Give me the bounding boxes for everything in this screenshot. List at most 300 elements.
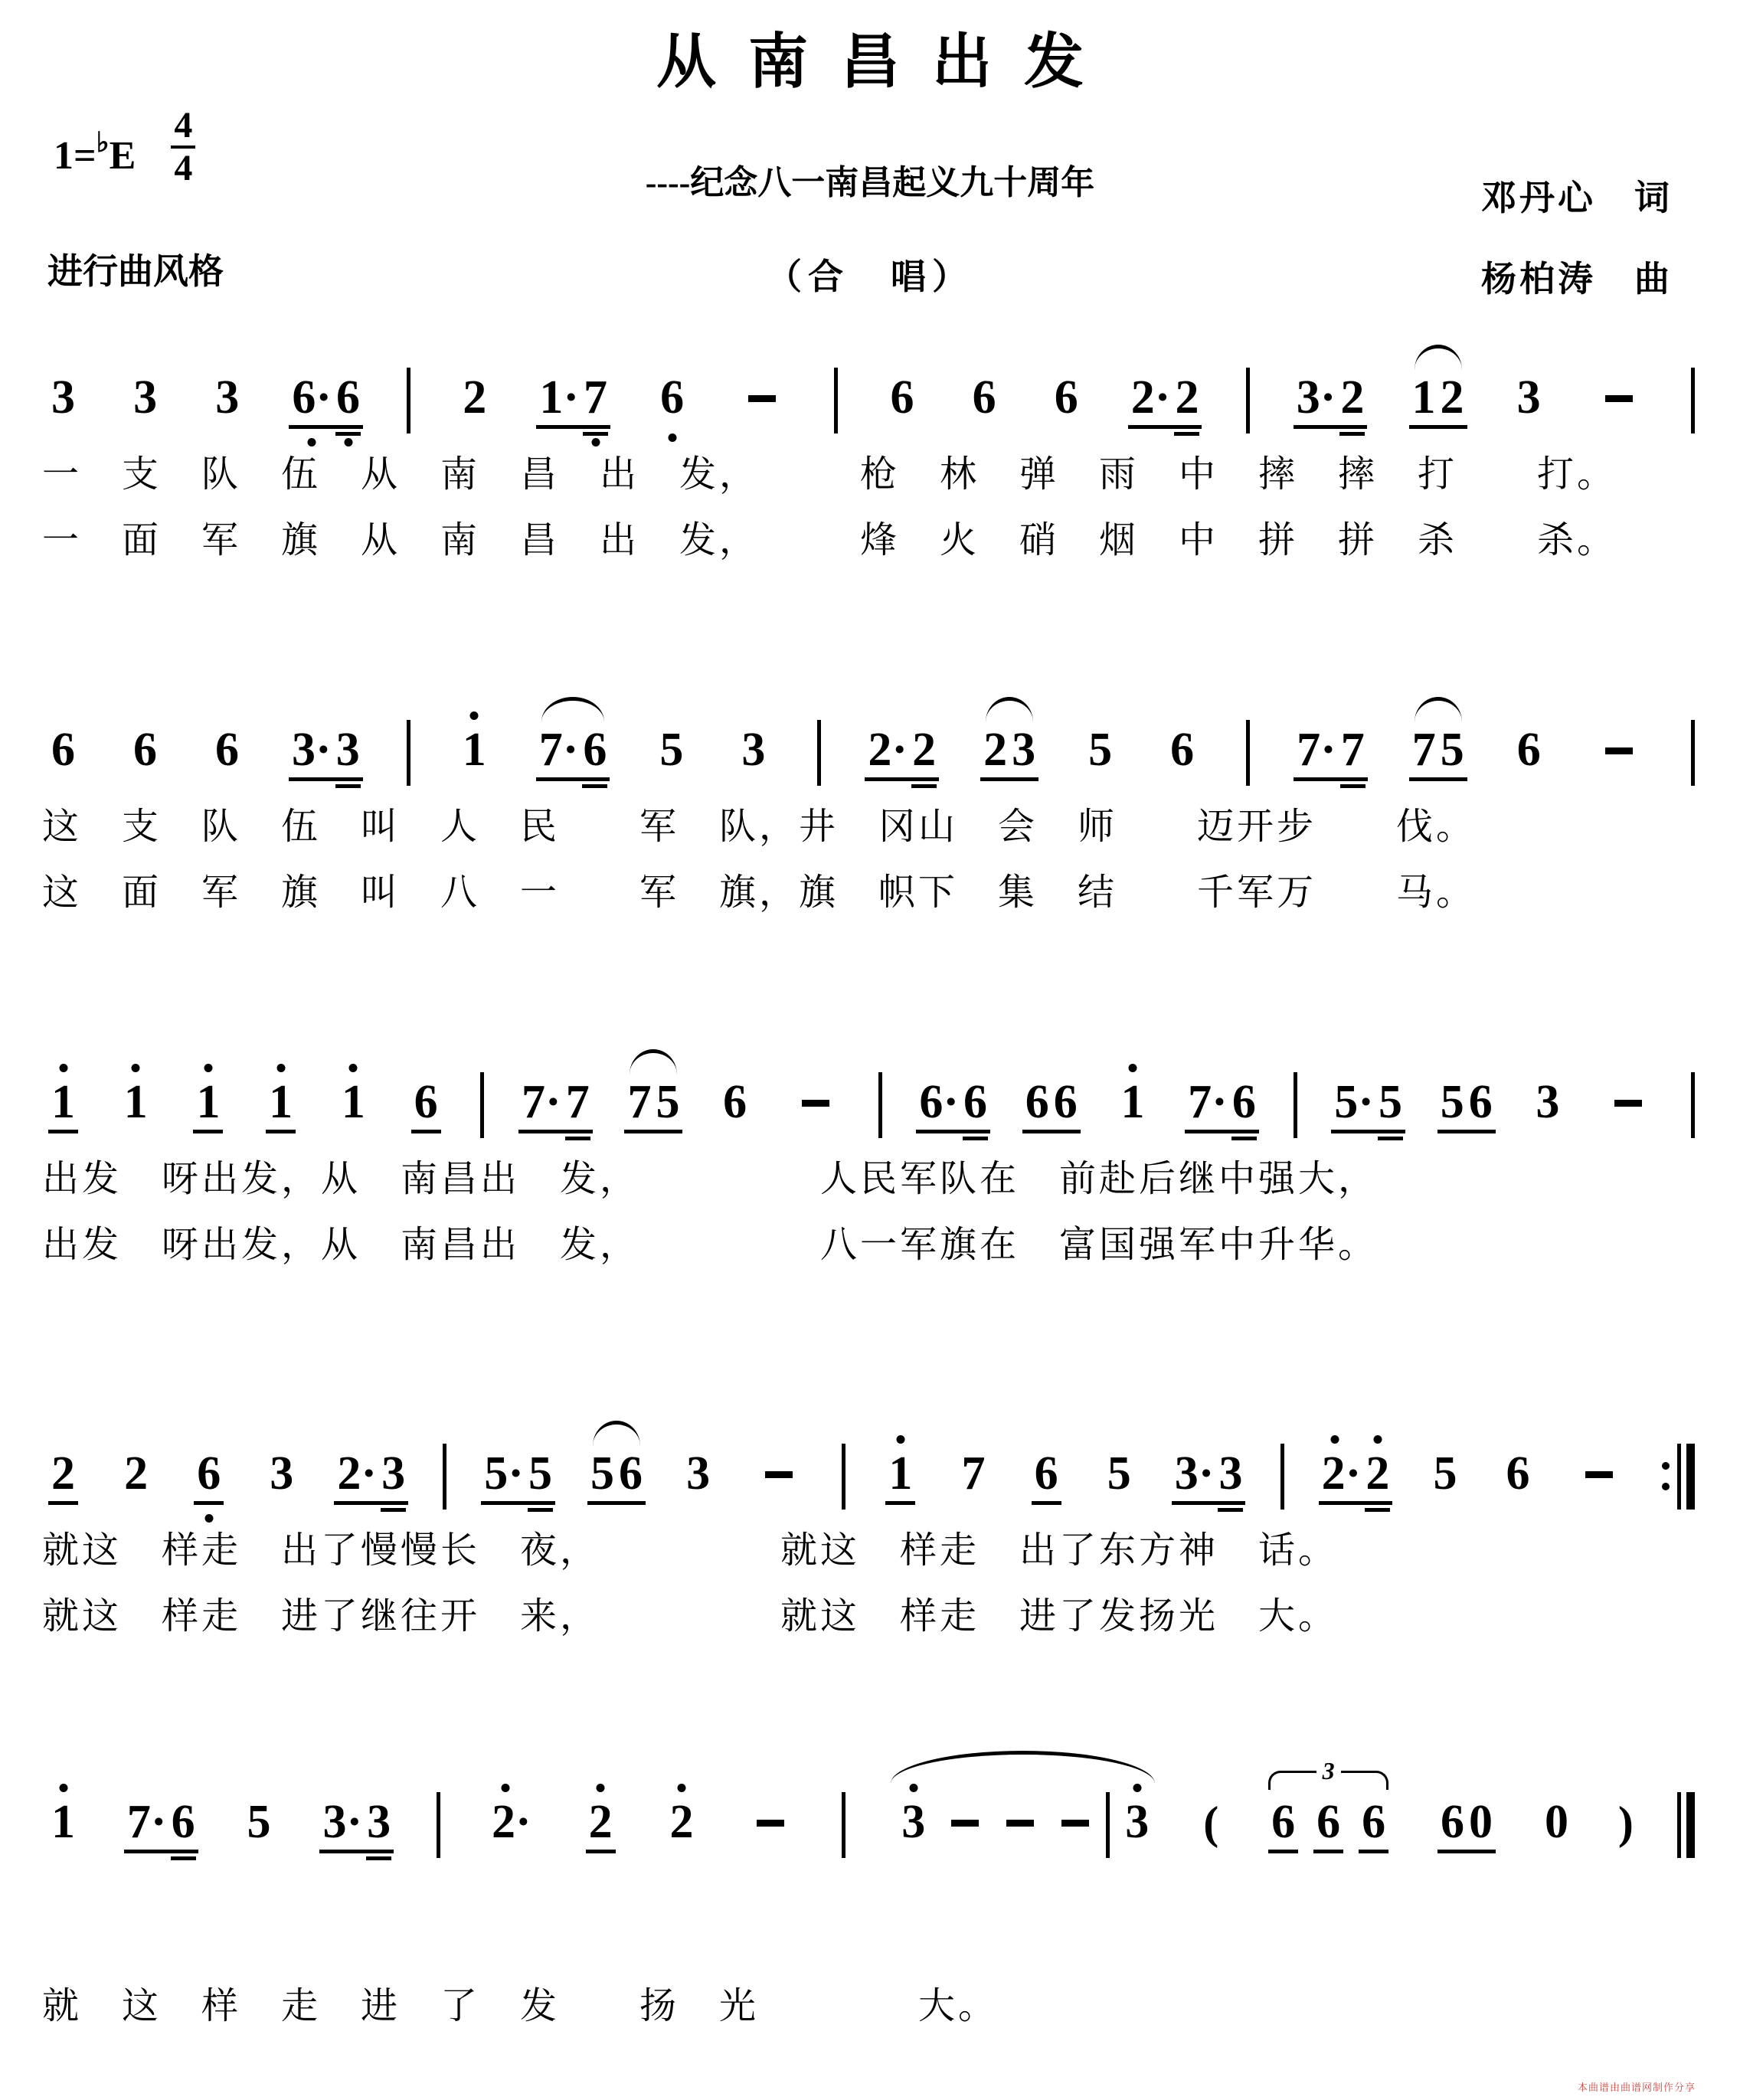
underline: [536, 777, 582, 781]
slur-group: [888, 1792, 1163, 1846]
notation-line-1: [0, 335, 1740, 424]
underline: [1359, 1850, 1388, 1853]
double-underline: [335, 432, 361, 436]
repeat-dots: [1662, 1462, 1670, 1490]
note: [336, 371, 361, 424]
barline: [1691, 1072, 1695, 1138]
note-digit: 3: [215, 371, 240, 424]
note: [124, 1447, 149, 1500]
octave-dot-above: [470, 711, 479, 720]
composer-credit: 杨柏涛 曲: [1481, 260, 1673, 299]
note: [1506, 1447, 1530, 1500]
duration-dash: [1585, 1471, 1613, 1478]
lyricist-credit: 邓丹心 词: [1481, 178, 1673, 218]
note-digit: 3: [51, 371, 75, 424]
underline: [652, 1130, 682, 1133]
underline: [1268, 1850, 1298, 1853]
double-underline: [366, 1856, 391, 1860]
note: [890, 371, 914, 424]
note-digit: 7: [627, 1076, 652, 1128]
note: [269, 1078, 293, 1126]
double-underline: [1340, 784, 1366, 788]
note: [51, 1447, 75, 1500]
note-digit: 7·: [538, 724, 579, 776]
watermark: 本曲谱由曲谱网制作分享: [1577, 2082, 1696, 2093]
note: [1125, 1798, 1149, 1846]
note-digit: 5·: [484, 1447, 524, 1500]
system-5: [0, 1757, 1740, 2026]
underline: [1409, 425, 1439, 429]
note: [51, 726, 75, 774]
note: [1536, 1078, 1559, 1126]
note-digit: 6: [619, 1447, 643, 1500]
note: [1341, 726, 1365, 774]
note: [1188, 1078, 1228, 1126]
barline: [480, 1072, 484, 1138]
note: [583, 726, 607, 774]
slur-group: [1408, 726, 1468, 774]
octave-dot-below: [308, 438, 316, 446]
key-note: E: [109, 134, 136, 178]
note-digit: 3·: [1174, 1447, 1215, 1500]
beam-group: [123, 1798, 199, 1846]
note-digit: 2: [124, 1447, 149, 1500]
note-digit: 2·: [491, 1796, 531, 1848]
beam-group: [1022, 1078, 1081, 1126]
note: [215, 726, 239, 774]
note: [124, 1078, 148, 1126]
note-digit: 1: [462, 724, 486, 776]
note: [1469, 1078, 1493, 1126]
octave-dot-above: [1373, 1435, 1382, 1444]
underline: [1409, 777, 1439, 781]
note: [1130, 371, 1171, 424]
underline: [916, 1130, 962, 1133]
note: [589, 1798, 613, 1846]
note-digit: 2: [51, 1447, 75, 1500]
note-digit: 1: [51, 1076, 75, 1128]
duration-dash: [802, 1100, 829, 1107]
note: [247, 1798, 271, 1846]
note-digit: 6: [1271, 1796, 1296, 1848]
note-digit: 1: [51, 1796, 75, 1848]
note: [590, 1447, 615, 1500]
note-digit: 5: [1440, 1076, 1464, 1128]
underline: [1172, 1501, 1218, 1505]
note-digit: 3: [335, 724, 360, 776]
note: [1516, 371, 1541, 424]
subtitle: ----纪念八一南昌起义九十周年: [645, 164, 1095, 201]
note: [1232, 1078, 1256, 1126]
note: [1218, 1447, 1243, 1500]
note-digit: 2: [1175, 371, 1199, 424]
underline: [1313, 1850, 1343, 1853]
double-underline: [963, 1137, 988, 1140]
lyrics-line: 一 支 队 伍 从 南 昌 出 发， 枪 林 弹 雨 中 摔 摔 打 打。: [42, 454, 1617, 495]
double-underline: [911, 784, 937, 788]
duration-dash: [1006, 1820, 1034, 1827]
double-underline: [582, 784, 607, 788]
note: [723, 1078, 747, 1126]
note-digit: 2: [588, 1796, 613, 1848]
note-digit: 6: [723, 1076, 747, 1128]
underline: [333, 777, 363, 781]
beam-group: [1293, 371, 1369, 424]
duration-dash: [1605, 747, 1633, 754]
note-digit: 6: [215, 724, 239, 776]
note-digit: 2: [1340, 371, 1365, 424]
lyrics-line: 一 面 军 旗 从 南 昌 出 发， 烽 火 硝 烟 中 拼 拼 杀 杀。: [42, 520, 1617, 561]
note: [1362, 1798, 1385, 1846]
underline: [624, 1130, 654, 1133]
underline: [333, 425, 363, 429]
barline: [443, 1444, 446, 1510]
octave-dot-above: [1128, 1064, 1137, 1072]
note: [381, 1447, 406, 1500]
note-digit: 7·: [1188, 1076, 1228, 1128]
note-digit: 5: [1440, 724, 1464, 776]
underline: [289, 425, 335, 429]
note: [963, 1078, 987, 1126]
note: [1297, 726, 1336, 774]
note: [1120, 1078, 1144, 1126]
octave-dot-below: [591, 438, 600, 446]
song-title: 从南昌出发: [656, 28, 1116, 95]
beam-group: [1293, 726, 1369, 774]
barline: [834, 368, 838, 433]
note-digit: 5: [1433, 1447, 1457, 1500]
note-digit: 5: [1088, 724, 1113, 776]
note-digit: 1: [269, 1076, 293, 1128]
note-digit: 6: [1053, 1076, 1078, 1128]
barline: [437, 1792, 440, 1858]
time-signature-denominator: 4: [171, 146, 195, 187]
note: [197, 1447, 221, 1500]
octave-dot-above: [1133, 1784, 1141, 1792]
note-digit: 7·: [126, 1796, 167, 1848]
barline: [1691, 368, 1695, 433]
octave-dot-below: [668, 433, 676, 442]
beam-group: [480, 1447, 556, 1500]
note: [659, 726, 683, 774]
octave-dot-above: [132, 1064, 140, 1072]
note: [972, 371, 996, 424]
note: [888, 1447, 913, 1500]
lyrics-line: 出发 呀出发，从 南昌出 发， 八一军旗在 富国强军中升华。: [42, 1225, 1379, 1265]
note: [566, 1078, 590, 1126]
beam-group: [288, 371, 364, 424]
note-digit: 3·: [292, 724, 332, 776]
note-digit: 6: [414, 1076, 438, 1128]
note: [919, 1078, 959, 1126]
note: [1316, 1798, 1340, 1846]
note-digit: 1: [196, 1076, 221, 1128]
notation-line-2: [0, 688, 1740, 774]
note: [522, 1078, 561, 1126]
underline: [1375, 1130, 1405, 1133]
octave-dot-below: [344, 438, 352, 446]
note: [1271, 1798, 1295, 1846]
note-digit: 6: [171, 1796, 195, 1848]
note: [414, 1078, 438, 1126]
octave-dot-above: [909, 1784, 917, 1792]
note: [492, 1798, 531, 1846]
beam-group: [915, 1078, 991, 1126]
underline: [1466, 1130, 1496, 1133]
double-underline: [528, 1508, 553, 1512]
note: [1441, 726, 1464, 774]
underline: [960, 1130, 990, 1133]
note-digit: 2·: [337, 1447, 378, 1500]
underline: [193, 1130, 223, 1133]
note-digit: 3·: [1296, 371, 1336, 424]
note-digit: 0: [1544, 1796, 1568, 1848]
underline: [1215, 1501, 1245, 1505]
note-digit: 7·: [522, 1076, 561, 1128]
lyrics-line: 就这 样走 出了慢慢长 夜， 就这 样走 出了东方神 话。: [42, 1530, 1339, 1571]
note-digit: 6·: [292, 371, 332, 424]
note-digit: 2: [983, 724, 1008, 776]
octave-dot-above: [204, 1064, 212, 1072]
barline: [842, 1444, 845, 1510]
beam-group: [1127, 371, 1203, 424]
note-digit: 6: [336, 371, 361, 424]
underline: [481, 1501, 527, 1505]
note-digit: 5: [659, 724, 684, 776]
note: [1175, 371, 1199, 424]
note: [656, 1078, 679, 1126]
note-digit: 5: [590, 1447, 615, 1500]
slur-group: [980, 726, 1039, 774]
octave-dot-above: [59, 1784, 67, 1792]
beam-group: [1171, 1447, 1247, 1500]
note-digit: 1: [341, 1076, 365, 1128]
slur-group: [535, 726, 611, 774]
note: [1433, 1447, 1457, 1500]
underline: [124, 1850, 170, 1853]
octave-dot-above: [1331, 1435, 1339, 1444]
lyrics-line: 出发 呀出发，从 南昌出 发， 人民军队在 前赴后继中强大，: [42, 1159, 1379, 1199]
lyrics-line: 这 支 队 伍 叫 人 民 军 队，井 冈山 会 师 迈开步 伐。: [42, 806, 1477, 847]
note: [367, 1798, 391, 1846]
note-digit: 2: [1440, 371, 1464, 424]
note-digit: 6: [890, 371, 914, 424]
duration-dash: [1061, 1820, 1089, 1827]
system-3: [0, 1040, 1740, 1264]
lyrics-line: 这 面 军 旗 叫 八 一 军 旗，旗 帜下 集 结 千军万 马。: [42, 872, 1477, 913]
underline: [378, 1501, 408, 1505]
note-digit: 3: [1125, 1796, 1150, 1848]
note: [292, 371, 332, 424]
note: [961, 1447, 986, 1500]
note-digit: 6: [1025, 1076, 1049, 1128]
barline: [878, 1072, 882, 1138]
note: [133, 726, 157, 774]
barline: [817, 720, 821, 786]
underline: [885, 1501, 915, 1505]
repeat-barline: [1662, 1444, 1695, 1510]
octave-dot-above: [896, 1435, 904, 1444]
underline: [319, 1850, 365, 1853]
underline: [865, 777, 911, 781]
note: [127, 1798, 167, 1846]
note-digit: 5: [656, 1076, 680, 1128]
time-signature-numerator: 4: [174, 105, 193, 146]
slur-group: [623, 1078, 683, 1126]
underline: [1229, 1130, 1259, 1133]
note: [1107, 1447, 1131, 1500]
note: [172, 1798, 195, 1846]
barline: [407, 368, 410, 433]
note: [1545, 1798, 1568, 1846]
underline: [563, 1130, 593, 1133]
notation-line-3: [0, 1040, 1740, 1126]
underline: [1466, 1850, 1496, 1853]
note-digit: 3: [901, 1796, 926, 1848]
note: [196, 1078, 220, 1126]
note-digit: 3: [1218, 1447, 1243, 1500]
parenthesis: ): [1617, 1797, 1634, 1848]
note: [337, 1447, 378, 1500]
system-1: [0, 335, 1740, 559]
note: [1025, 1078, 1049, 1126]
note: [1034, 1447, 1058, 1500]
barline: [1246, 720, 1250, 786]
underline: [1337, 425, 1367, 429]
underline: [48, 1501, 78, 1505]
tuplet-group: [1259, 1757, 1398, 1848]
underline: [580, 777, 610, 781]
note: [539, 371, 580, 424]
underline: [1331, 1130, 1377, 1133]
note: [1054, 371, 1078, 424]
underline: [525, 1501, 555, 1505]
notation-line-4: [0, 1411, 1740, 1500]
note: [912, 726, 936, 774]
note: [1441, 1798, 1464, 1846]
note: [1411, 371, 1436, 424]
note: [1054, 1078, 1078, 1126]
note-digit: 5·: [1334, 1076, 1374, 1128]
underline: [1437, 1850, 1467, 1853]
duration-dash: [748, 395, 776, 402]
note: [51, 371, 75, 424]
underline: [1362, 1501, 1392, 1505]
double-underline: [583, 432, 608, 436]
note-digit: 5: [528, 1447, 552, 1500]
note: [1412, 726, 1436, 774]
underline: [1294, 425, 1339, 429]
underline: [518, 1130, 564, 1133]
underline: [587, 1501, 617, 1505]
notation-line-5: [0, 1757, 1740, 1848]
note-digit: 2: [669, 1796, 694, 1848]
beam-group: [535, 371, 611, 424]
note: [322, 1798, 362, 1846]
note: [868, 726, 908, 774]
barline: [1294, 1072, 1297, 1138]
note-digit: 1: [888, 1447, 913, 1500]
underline: [1437, 425, 1467, 429]
note-digit: 6: [1468, 1076, 1493, 1128]
double-underline: [1378, 1137, 1403, 1140]
barline: [1280, 1444, 1284, 1510]
note: [1296, 371, 1336, 424]
note-digit: 5: [1107, 1447, 1131, 1500]
note-digit: 6: [1362, 1796, 1386, 1848]
underline: [1051, 1130, 1081, 1133]
underline: [289, 777, 335, 781]
parenthesis: (: [1203, 1797, 1219, 1848]
barline: [1246, 368, 1250, 433]
octave-dot-above: [501, 1784, 509, 1792]
note: [670, 1798, 694, 1846]
note: [901, 1798, 925, 1846]
note-digit: 3: [133, 371, 158, 424]
note: [133, 371, 158, 424]
note: [215, 371, 240, 424]
underline: [411, 1130, 441, 1133]
note-digit: 2·: [1130, 371, 1171, 424]
note-digit: 3: [741, 724, 766, 776]
beam-group: [1437, 1798, 1496, 1846]
note-digit: 6: [972, 371, 996, 424]
performance-type: （合 唱）: [767, 257, 973, 296]
underline: [581, 425, 610, 429]
lyrics-line: 就这 样走 进了继往开 来， 就这 样走 进了发扬光 大。: [42, 1596, 1339, 1637]
note: [539, 726, 579, 774]
note-digit: 1·: [539, 371, 580, 424]
note-digit: 7: [565, 1076, 590, 1128]
note: [484, 1447, 524, 1500]
note-digit: 7: [1411, 724, 1436, 776]
note: [51, 1798, 75, 1846]
beam-group: [1184, 1078, 1260, 1126]
note-digit: 6: [1316, 1796, 1341, 1848]
note-digit: 6: [660, 371, 685, 424]
underline: [536, 425, 582, 429]
note-digit: 1: [123, 1076, 148, 1128]
note-digit: 7·: [1297, 724, 1336, 776]
note-digit: 6: [1034, 1447, 1058, 1500]
note-digit: 3: [686, 1447, 711, 1500]
note-digit: 3: [367, 1796, 391, 1848]
underline: [1185, 1130, 1231, 1133]
note-digit: 2·: [868, 724, 908, 776]
double-underline: [1231, 1137, 1257, 1140]
octave-dot-above: [597, 1784, 605, 1792]
note-digit: 6: [963, 1076, 987, 1128]
underline: [1009, 777, 1038, 781]
note: [1174, 1447, 1215, 1500]
note-digit: 3: [1516, 371, 1541, 424]
note: [660, 371, 685, 424]
note-digit: 6: [1170, 724, 1195, 776]
underline: [616, 1501, 646, 1505]
underline: [334, 1501, 380, 1505]
underline: [1319, 1501, 1365, 1505]
note: [1469, 1798, 1493, 1846]
beam-group: [864, 726, 940, 774]
underline: [586, 1850, 616, 1853]
octave-dot-below: [204, 1514, 213, 1523]
note-digit: 6·: [919, 1076, 959, 1128]
octave-dot-above: [59, 1064, 67, 1072]
duration-dash: [765, 1471, 793, 1478]
double-underline: [565, 1137, 590, 1140]
beam-group: [1437, 1078, 1496, 1126]
beam-group: [288, 726, 364, 774]
